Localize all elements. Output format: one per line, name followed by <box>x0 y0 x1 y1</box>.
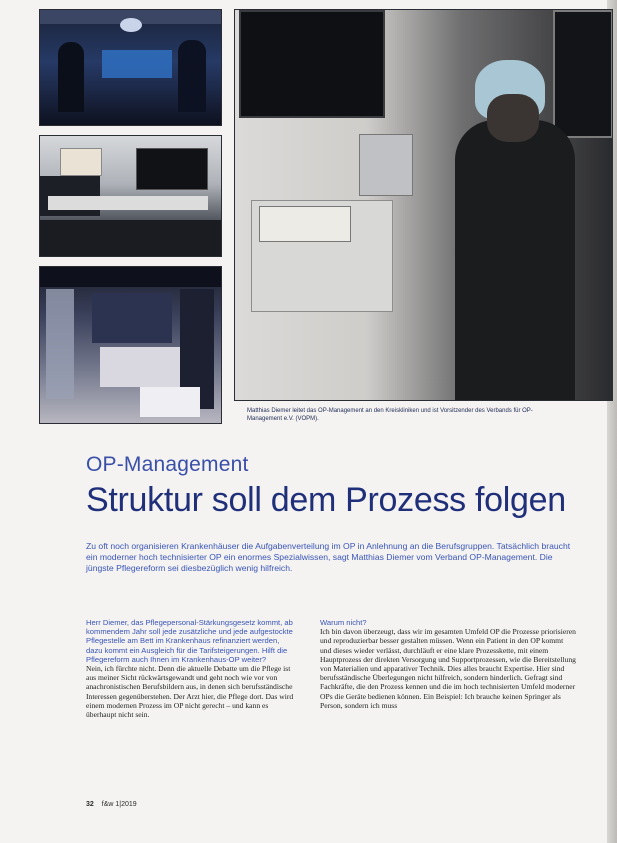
publication-name: f&w 1|2019 <box>101 801 137 808</box>
photo-caption: Matthias Diemer leitet das OP-Management an den Kreiskliniken und ist Vorsitzender des Verbands für OP-Management e.V. (VOPM). <box>247 408 533 422</box>
article-kicker: OP-Management <box>86 453 249 476</box>
interview-answer: Ich bin davon überzeugt, dass wir im gesamten Umfeld OP die Prozesse priorisieren und reproduzierbar besser gestalten müssen. Wenn ein Patient in den OP kommt und dieses wieder verlässt, durchläuft er eine klare Prozesskette, mit einem Hauptprozess der direkten Versorgung und Supportprozessen, wie die Bereitstellung von Materialien und apparativer Technik. Dies alles braucht Expertise. Hier sind berufsständische Überlegungen nicht hilfreich, sondern hinderlich. Gefragt sind Fachkräfte, die den Prozess kennen und die im hoch technisierten Umfeld moderner OPs die Geräte bedienen können. Ein Beispiel: Ich brauche keinen Springer als Person, sondern ich muss <box>320 627 576 710</box>
page-number: 32 <box>86 801 94 808</box>
photo-storage-room <box>39 266 222 424</box>
interview-question: Herr Diemer, das Pflegepersonal-Stärkungsgesetz kommt, ab kommendem Jahr soll jede zusätzliche und jede aufgestockte Pflegestelle am Bett im Krankenhaus refinanziert werden, dazu kommt ein Ausgleich für die Tarifsteigerungen. Hilft die Pflegereform auch Ihnen im Krankenhaus-OP weiter? <box>86 618 293 664</box>
photo-surgeon-portrait <box>234 9 613 401</box>
article-intro: Zu oft noch organisieren Krankenhäuser die Aufgabenverteilung im OP in Anlehnung an die Berufsgruppen. Tatsächlich braucht ein moderner hoch technisierter OP ein enormes Spezialwissen, sagt Matthias Diemer vom Verband OP-Management. Die jüngste Pflegereform sei diesbezüglich wenig hilfreich. <box>86 541 571 573</box>
photo-operating-room <box>39 9 222 126</box>
page-footer <box>86 801 137 808</box>
article-column-right <box>320 618 576 710</box>
article-column-left <box>86 618 296 719</box>
article-headline: Struktur soll dem Prozess folgen <box>86 481 566 519</box>
photo-control-room <box>39 135 222 257</box>
interview-question: Warum nicht? <box>320 618 367 627</box>
interview-answer: Nein, ich fürchte nicht. Denn die aktuelle Debatte um die Pflege ist aus meiner Sicht rückwärtsgewandt und geht noch wie vor von anachronistischen Berufsbildern aus, in denen sich berufsständische Interessen gegenüberstehen. Der Arzt hier, die Pflege dort. Das wird einem modernen Prozess im OP nicht gerecht – und kann es überhaupt nicht sein. <box>86 664 294 720</box>
